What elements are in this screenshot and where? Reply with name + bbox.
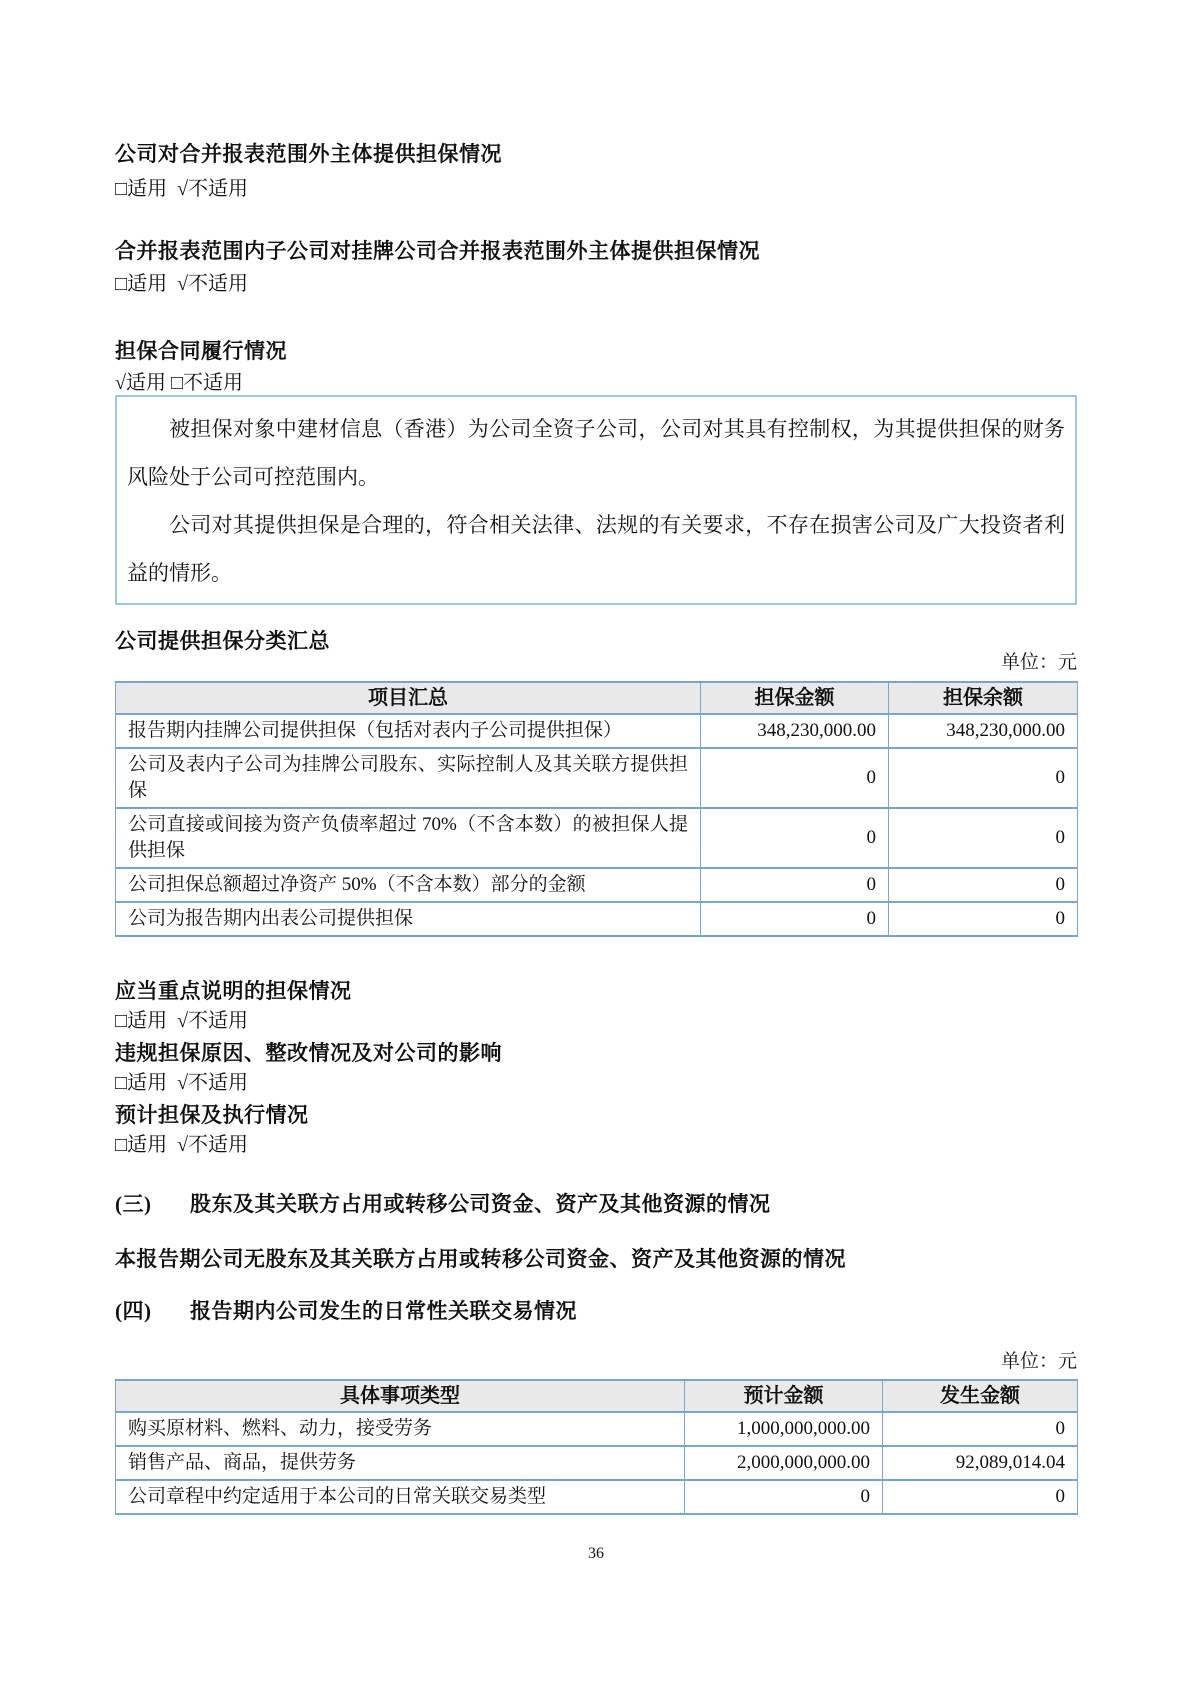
column-header-transaction-type: 具体事项类型 <box>116 1380 685 1412</box>
cell-expected: 0 <box>685 1480 883 1514</box>
cell-actual: 92,089,014.04 <box>883 1446 1078 1480</box>
table-row <box>116 1480 1078 1514</box>
guarantee-note-paragraph-2: 公司对其提供担保是合理的，符合相关法律、法规的有关要求，不存在损害公司及广大投资者利益的情形。 <box>127 513 1065 585</box>
cell-amount: 0 <box>701 868 889 902</box>
cell-amount: 0 <box>701 902 889 936</box>
section-heading-4 <box>115 1297 1077 1325</box>
section-title: 股东及其关联方占用或转移公司资金、资产及其他资源的情况 <box>190 1192 771 1216</box>
cell-item: 公司及表内子公司为挂牌公司股东、实际控制人及其关联方提供担保 <box>116 748 701 808</box>
related-transactions-table <box>115 1379 1078 1515</box>
cell-amount: 348,230,000.00 <box>701 714 889 748</box>
table-header-row <box>116 1380 1078 1412</box>
cell-actual: 0 <box>883 1412 1078 1446</box>
applicability-guarantee-key-notes: □适用 √不适用 <box>115 1010 249 1032</box>
applicability-guarantee-external: □适用 √不适用 <box>115 178 249 200</box>
table-row <box>116 868 1078 902</box>
applicability-guarantee-subsidiary-external: □适用 √不适用 <box>115 273 249 295</box>
cell-item: 公司直接或间接为资产负债率超过 70%（不含本数）的被担保人提供担保 <box>116 808 701 868</box>
heading-guarantee-forecast: 预计担保及执行情况 <box>115 1103 309 1127</box>
page-number: 36 <box>588 1545 604 1562</box>
cell-balance: 348,230,000.00 <box>889 714 1078 748</box>
heading-guarantee-violation: 违规担保原因、整改情况及对公司的影响 <box>115 1041 502 1065</box>
section-title: 报告期内公司发生的日常性关联交易情况 <box>190 1299 577 1323</box>
cell-balance: 0 <box>889 808 1078 868</box>
cell-item: 购买原材料、燃料、动力，接受劳务 <box>116 1412 685 1446</box>
guarantee-note-box <box>115 395 1077 605</box>
cell-amount: 0 <box>701 748 889 808</box>
cell-expected: 1,000,000,000.00 <box>685 1412 883 1446</box>
heading-guarantee-external: 公司对合并报表范围外主体提供担保情况 <box>115 142 502 166</box>
section-heading-3 <box>115 1190 1077 1218</box>
table-row <box>116 1412 1078 1446</box>
table-row <box>116 714 1078 748</box>
table-header-row <box>116 682 1078 714</box>
applicability-guarantee-contract-performance: √适用 □不适用 <box>115 372 244 394</box>
applicability-guarantee-forecast: □适用 √不适用 <box>115 1134 249 1156</box>
heading-guarantee-key-notes: 应当重点说明的担保情况 <box>115 979 352 1003</box>
column-header-actual-amount: 发生金额 <box>883 1380 1078 1412</box>
cell-expected: 2,000,000,000.00 <box>685 1446 883 1480</box>
column-header-expected-amount: 预计金额 <box>685 1380 883 1412</box>
column-header-guarantee-balance: 担保余额 <box>889 682 1078 714</box>
section-3-note: 本报告期公司无股东及其关联方占用或转移公司资金、资产及其他资源的情况 <box>115 1247 846 1271</box>
section-number: (三) <box>115 1192 152 1216</box>
table-row <box>116 1446 1078 1480</box>
heading-guarantee-summary: 公司提供担保分类汇总 <box>115 629 330 653</box>
section-number: (四) <box>115 1299 152 1323</box>
applicability-guarantee-violation: □适用 √不适用 <box>115 1072 249 1094</box>
guarantee-summary-table <box>115 681 1078 937</box>
cell-amount: 0 <box>701 808 889 868</box>
cell-item: 公司章程中约定适用于本公司的日常关联交易类型 <box>116 1480 685 1514</box>
table-row <box>116 808 1078 868</box>
table-row <box>116 902 1078 936</box>
cell-item: 销售产品、商品，提供劳务 <box>116 1446 685 1480</box>
cell-balance: 0 <box>889 748 1078 808</box>
cell-actual: 0 <box>883 1480 1078 1514</box>
cell-item: 报告期内挂牌公司提供担保（包括对表内子公司提供担保） <box>116 714 701 748</box>
cell-item: 公司为报告期内出表公司提供担保 <box>116 902 701 936</box>
column-header-item: 项目汇总 <box>116 682 701 714</box>
cell-item: 公司担保总额超过净资产 50%（不含本数）部分的金额 <box>116 868 701 902</box>
column-header-guarantee-amount: 担保金额 <box>701 682 889 714</box>
cell-balance: 0 <box>889 902 1078 936</box>
table-row <box>116 748 1078 808</box>
cell-balance: 0 <box>889 868 1078 902</box>
heading-guarantee-subsidiary-external: 合并报表范围内子公司对挂牌公司合并报表范围外主体提供担保情况 <box>115 239 760 263</box>
unit-label-related-table: 单位：元 <box>1000 1351 1077 1372</box>
heading-guarantee-contract-performance: 担保合同履行情况 <box>115 339 287 363</box>
guarantee-note-paragraph-1: 被担保对象中建材信息（香港）为公司全资子公司，公司对其具有控制权，为其提供担保的财务风险处于公司可控范围内。 <box>127 417 1065 489</box>
unit-label-guarantee-table: 单位：元 <box>1000 652 1077 673</box>
